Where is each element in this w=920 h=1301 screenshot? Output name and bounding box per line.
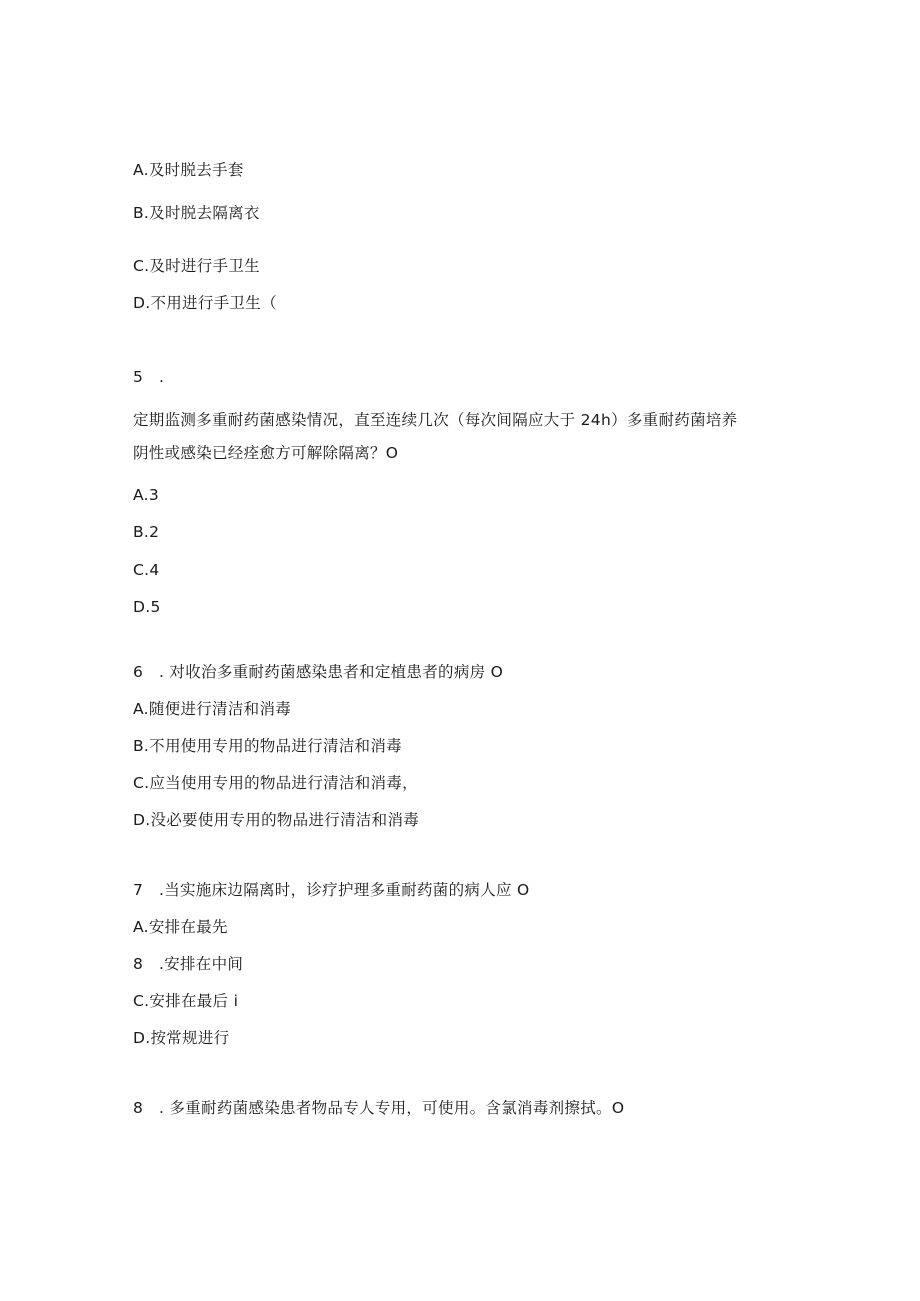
question-text: 阴性或感染已经痊愈方可解除隔离？O (133, 444, 399, 462)
question-number: 5 . (133, 368, 165, 386)
option-line: C.应当使用专用的物品进行清洁和消毒， (133, 774, 418, 792)
option-line: B.及时脱去隔离衣 (133, 204, 260, 222)
option-line: B.2 (133, 523, 160, 541)
option-line: C.4 (133, 561, 160, 579)
option-line: D.按常规进行 (133, 1029, 230, 1047)
option-line: A.随便进行清洁和消毒 (133, 700, 292, 718)
option-line: B.不用使用专用的物品进行清洁和消毒 (133, 737, 402, 755)
question-text: 6 . 对收治多重耐药菌感染患者和定植患者的病房 O (133, 663, 504, 681)
option-line: A.3 (133, 486, 160, 504)
option-line: D.没必要使用专用的物品进行清洁和消毒 (133, 811, 420, 829)
question-text: 定期监测多重耐药菌感染情况，直至连续几次（每次间隔应大于 24h）多重耐药菌培养 (133, 411, 738, 429)
question-text: 8 . 多重耐药菌感染患者物品专人专用，可使用。含氯消毒剂擦拭。O (133, 1099, 625, 1117)
option-line: C.及时进行手卫生 (133, 257, 260, 275)
option-line: 8 .安排在中间 (133, 955, 244, 973)
option-line: D.不用进行手卫生（ (133, 294, 277, 312)
option-line: D.5 (133, 598, 161, 616)
option-line: A.安排在最先 (133, 918, 228, 936)
option-line: A.及时脱去手套 (133, 161, 244, 179)
option-line: C.安排在最后 i (133, 992, 239, 1010)
question-text: 7 .当实施床边隔离时，诊疗护理多重耐药菌的病人应 O (133, 881, 530, 899)
